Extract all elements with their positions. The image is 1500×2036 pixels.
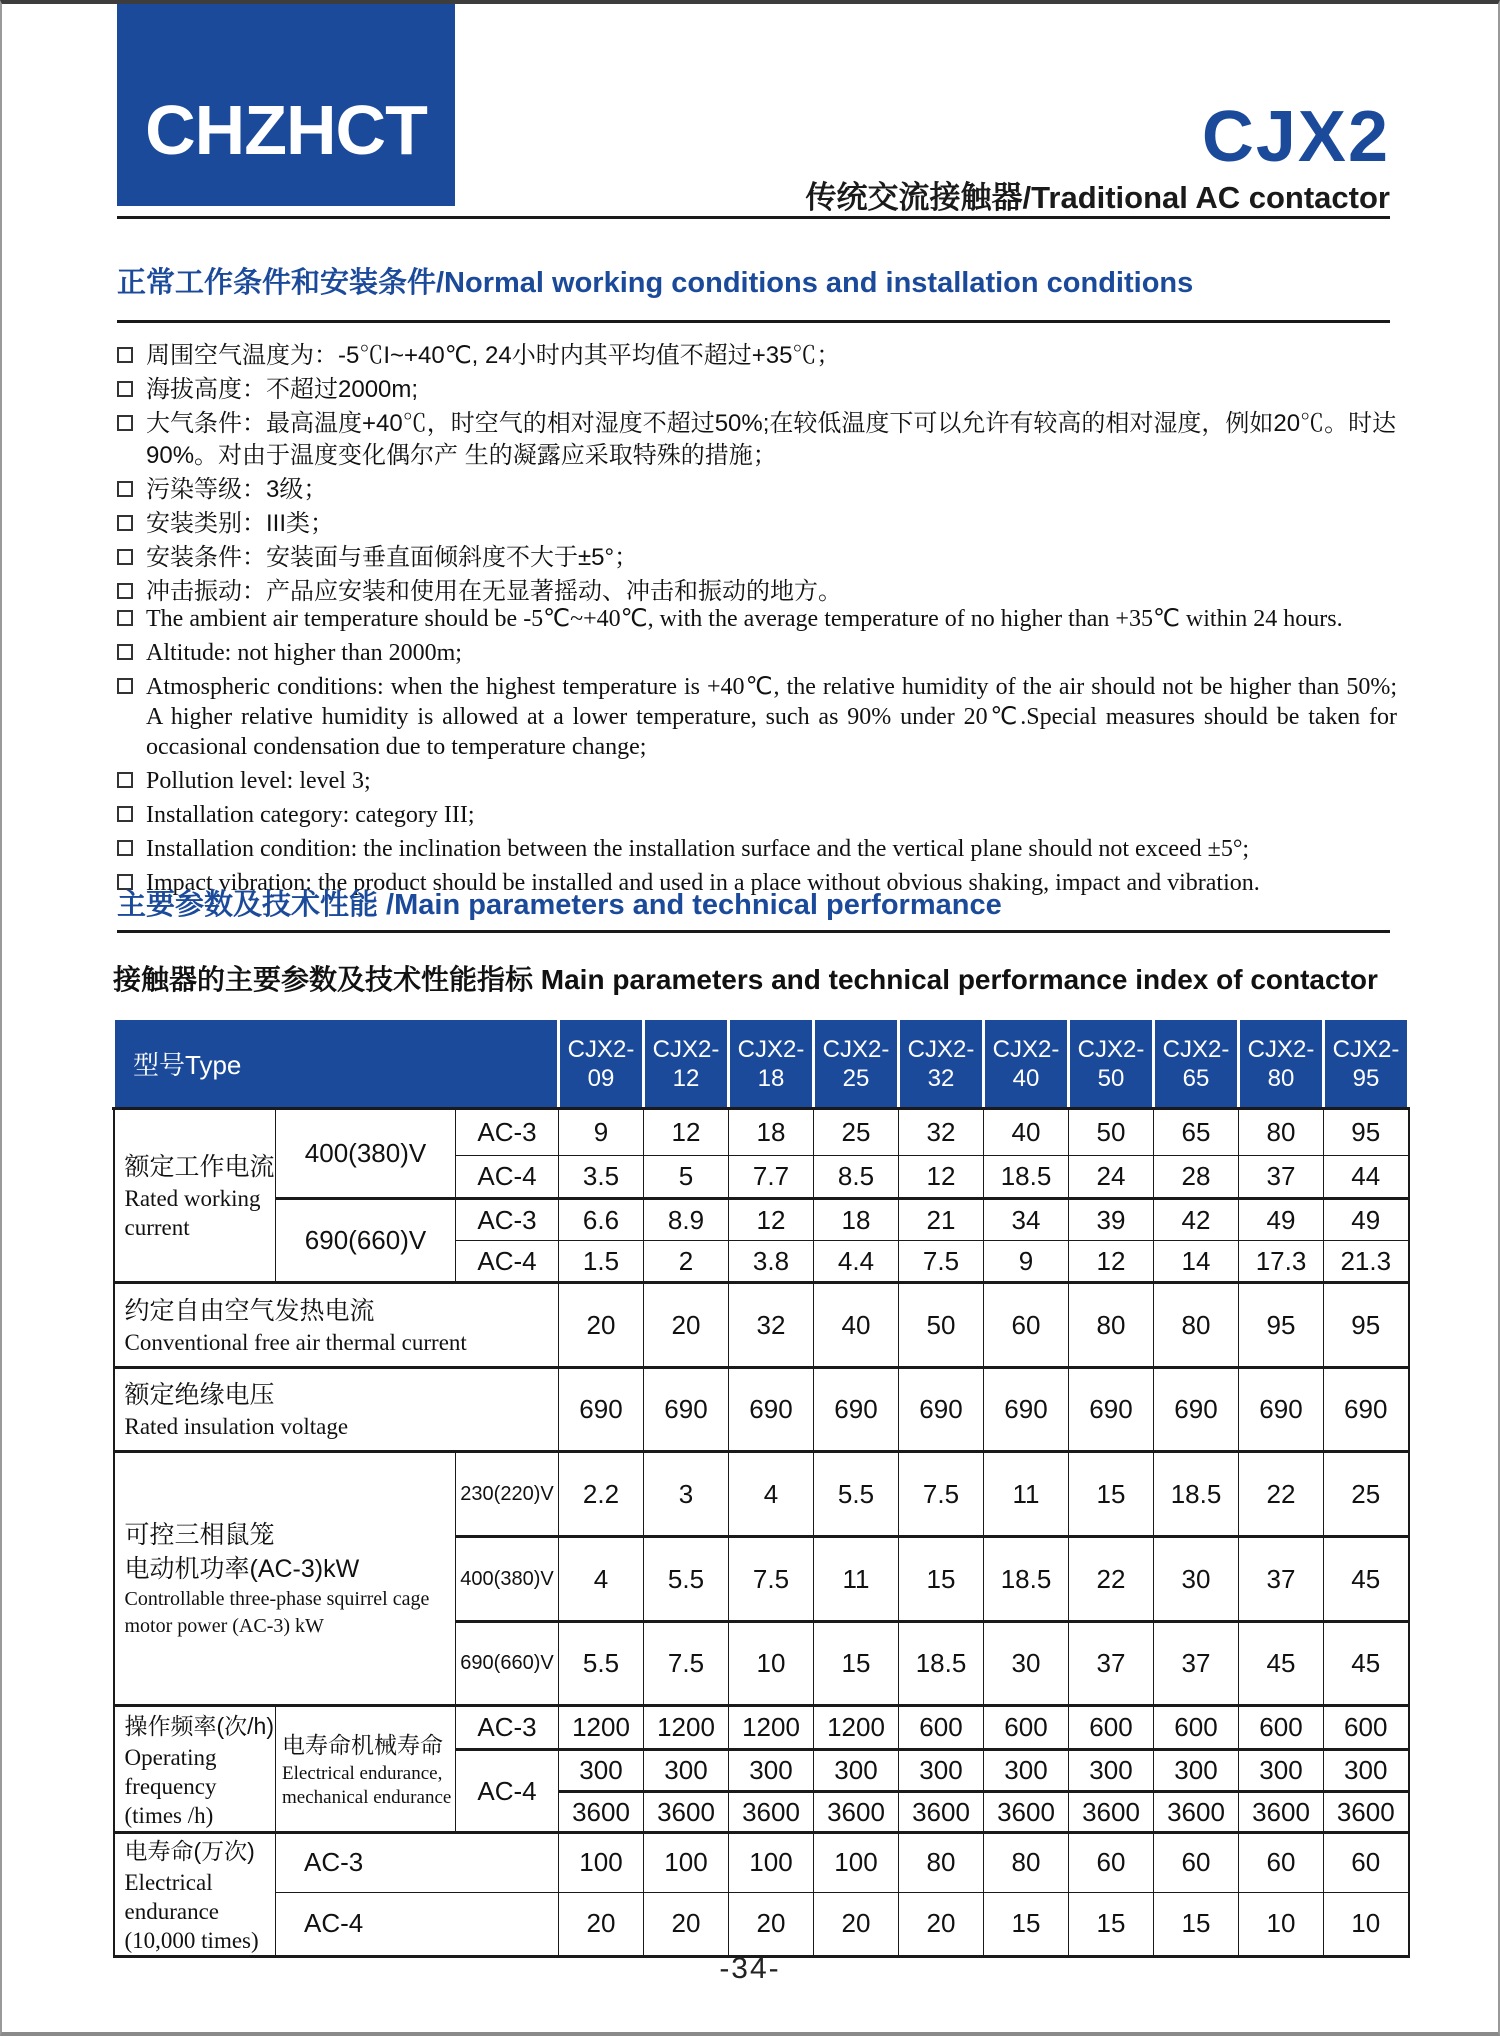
value-cell: 18.5 [899,1622,984,1706]
model-column-header: CJX2- 80 [1239,1019,1324,1109]
condition-item [117,638,1397,668]
value-cell: 3600 [899,1792,984,1833]
value-cell: 5 [644,1156,729,1199]
section1-divider [117,320,1390,323]
voltage-label-400: 400(380)V [456,1537,559,1622]
value-cell: 65 [1154,1109,1239,1156]
label-en: current [124,1214,190,1240]
condition-text: 污染等级：3级； [146,476,328,503]
value-cell: 300 [1069,1750,1154,1792]
value-cell: 28 [1154,1156,1239,1199]
value-cell: 37 [1239,1156,1324,1199]
value-cell: 15 [1154,1892,1239,1956]
model-column-header: CJX2- 32 [899,1019,984,1109]
checkbox-icon [117,772,133,788]
condition-item [117,800,1397,830]
model-column-header: CJX2- 09 [559,1019,644,1109]
model-column-header: CJX2- 40 [984,1019,1069,1109]
value-cell: 2 [644,1241,729,1283]
electrical-endurance-label [114,1833,276,1957]
value-cell: 24 [1069,1156,1154,1199]
value-cell: 3.8 [729,1241,814,1283]
value-cell: 32 [899,1109,984,1156]
ac4-label: AC-4 [456,1750,559,1833]
value-cell: 3 [644,1452,729,1537]
value-cell: 32 [729,1283,814,1368]
table-title: 接触器的主要参数及技术性能指标 Main parameters and technical performance index of contactor [113,964,1378,995]
value-cell: 3600 [1154,1792,1239,1833]
voltage-label-690: 690(660)V [276,1199,456,1283]
value-cell: 3600 [984,1792,1069,1833]
brand-logo [117,4,455,206]
condition-item [117,508,1397,540]
model-column-header: CJX2- 95 [1324,1019,1409,1109]
value-cell: 600 [1069,1706,1154,1750]
value-cell: 20 [644,1892,729,1956]
condition-item [117,542,1397,574]
condition-item [117,766,1397,796]
value-cell: 11 [814,1537,899,1622]
value-cell: 37 [1069,1622,1154,1706]
value-cell: 21.3 [1324,1241,1409,1283]
value-cell: 300 [644,1750,729,1792]
value-cell: 25 [814,1109,899,1156]
checkbox-icon [117,678,133,694]
value-cell: 8.5 [814,1156,899,1199]
value-cell: 600 [899,1706,984,1750]
checkbox-icon [117,347,133,363]
label-cn: 电寿命机械寿命 [282,1732,443,1758]
value-cell: 690 [814,1368,899,1452]
value-cell: 44 [1324,1156,1409,1199]
value-cell: 2.2 [559,1452,644,1537]
value-cell: 22 [1239,1452,1324,1537]
value-cell: 3600 [1239,1792,1324,1833]
value-cell: 7.5 [644,1622,729,1706]
condition-text: 大气条件：最高温度+40℃，时空气的相对湿度不超过50%;在较低温度下可以允许有较高的相对湿度，例如20℃。时达90%。对由于温度变化偶尔产 生的凝露应采取特殊的措施； [146,410,1397,469]
value-cell: 49 [1239,1199,1324,1241]
parameters-table [112,1017,1410,1958]
section1-title: 正常工作条件和安装条件/Normal working conditions and installation conditions [117,267,1194,299]
condition-item [117,834,1397,864]
model-column-header: CJX2- 50 [1069,1019,1154,1109]
value-cell: 690 [1069,1368,1154,1452]
value-cell: 50 [899,1283,984,1368]
value-cell: 690 [899,1368,984,1452]
ac3-label: AC-3 [456,1706,559,1750]
value-cell: 3600 [644,1792,729,1833]
value-cell: 7.7 [729,1156,814,1199]
value-cell: 17.3 [1239,1241,1324,1283]
value-cell: 100 [559,1833,644,1893]
label-cn: 操作频率(次/h) [124,1712,274,1739]
value-cell: 5.5 [814,1452,899,1537]
label-en: Rated insulation voltage [124,1414,349,1439]
label-cn: 电寿命(万次) [124,1838,255,1864]
value-cell: 95 [1324,1109,1409,1156]
value-cell: 1200 [559,1706,644,1750]
value-cell: 690 [1239,1368,1324,1452]
value-cell: 100 [814,1833,899,1893]
value-cell: 15 [814,1622,899,1706]
thermal-current-label [114,1283,559,1368]
value-cell: 4.4 [814,1241,899,1283]
product-subtitle: 传统交流接触器/Traditional AC contactor [805,180,1390,215]
ac3-label: AC-3 [456,1109,559,1156]
ac3-label: AC-3 [276,1833,559,1893]
value-cell: 600 [1324,1706,1409,1750]
condition-text: Pollution level: level 3; [146,768,371,794]
value-cell: 40 [814,1283,899,1368]
model-column-header: CJX2- 65 [1154,1019,1239,1109]
condition-item [117,604,1397,634]
value-cell: 50 [1069,1109,1154,1156]
value-cell: 600 [1239,1706,1324,1750]
en-conditions-list [117,604,1397,902]
value-cell: 11 [984,1452,1069,1537]
checkbox-icon [117,806,133,822]
value-cell: 300 [1154,1750,1239,1792]
model-column-header: CJX2- 12 [644,1019,729,1109]
value-cell: 300 [984,1750,1069,1792]
value-cell: 20 [899,1892,984,1956]
value-cell: 80 [1154,1283,1239,1368]
condition-text: Atmospheric conditions: when the highest temperature is +40℃, the relative humidity of the air should not be higher than 50%; A higher relative humidity is allowed at a lower temperature, such as 90% under 20℃.Special measures should be taken for occasional condensation due to temperature change; [146,674,1397,760]
value-cell: 690 [984,1368,1069,1452]
label-en: mechanical endurance [282,1787,452,1808]
value-cell: 300 [1239,1750,1324,1792]
value-cell: 690 [729,1368,814,1452]
value-cell: 60 [1069,1833,1154,1893]
page-number: -34- [719,1952,781,1985]
value-cell: 42 [1154,1199,1239,1241]
value-cell: 20 [814,1892,899,1956]
value-cell: 18.5 [984,1156,1069,1199]
condition-item [117,340,1397,372]
value-cell: 7.5 [899,1452,984,1537]
label-cn: 可控三相鼠笼 [124,1520,275,1549]
value-cell: 300 [729,1750,814,1792]
type-column-header: 型号Type [114,1019,559,1109]
label-en: Rated working [124,1185,261,1211]
value-cell: 20 [559,1892,644,1956]
value-cell: 7.5 [899,1241,984,1283]
condition-item [117,474,1397,506]
value-cell: 60 [1324,1833,1409,1893]
value-cell: 3600 [814,1792,899,1833]
value-cell: 3.5 [559,1156,644,1199]
condition-text: Altitude: not higher than 2000m; [146,640,462,666]
value-cell: 4 [729,1452,814,1537]
value-cell: 60 [984,1283,1069,1368]
value-cell: 1200 [729,1706,814,1750]
value-cell: 20 [729,1892,814,1956]
operating-frequency-label [114,1706,276,1833]
value-cell: 18.5 [1154,1452,1239,1537]
value-cell: 300 [814,1750,899,1792]
value-cell: 600 [1154,1706,1239,1750]
model-column-header: CJX2- 25 [814,1019,899,1109]
checkbox-icon [117,840,133,856]
insulation-voltage-label [114,1368,559,1452]
value-cell: 690 [1154,1368,1239,1452]
value-cell: 12 [899,1156,984,1199]
cn-conditions-list [117,340,1397,610]
value-cell: 10 [1239,1892,1324,1956]
section2-divider [117,930,1390,933]
brand-logo-text: CHZHCT [145,91,427,169]
value-cell: 690 [559,1368,644,1452]
label-cn: 额定绝缘电压 [124,1381,275,1409]
value-cell: 690 [644,1368,729,1452]
value-cell: 80 [1069,1283,1154,1368]
voltage-label-400: 400(380)V [276,1109,456,1199]
value-cell: 45 [1324,1537,1409,1622]
label-en: Conventional free air thermal current [124,1329,467,1355]
checkbox-icon [117,515,133,531]
label-cn: 额定工作电流 [124,1152,275,1181]
value-cell: 45 [1324,1622,1409,1706]
label-en: Electrical endurance, [282,1763,443,1784]
value-cell: 600 [984,1706,1069,1750]
ac4-label: AC-4 [276,1892,559,1956]
value-cell: 22 [1069,1537,1154,1622]
value-cell: 80 [984,1833,1069,1893]
checkbox-icon [117,381,133,397]
value-cell: 5.5 [644,1537,729,1622]
condition-text: Installation condition: the inclination between the installation surface and the vertical plane should not exceed ±5°; [146,836,1250,862]
condition-text: Impact vibration: the product should be installed and used in a place without obvious shaking, impact and vibration. [146,870,1260,896]
value-cell: 1200 [814,1706,899,1750]
voltage-label-230: 230(220)V [456,1452,559,1537]
value-cell: 15 [1069,1452,1154,1537]
ac4-label: AC-4 [456,1241,559,1283]
value-cell: 14 [1154,1241,1239,1283]
value-cell: 95 [1239,1283,1324,1368]
value-cell: 300 [899,1750,984,1792]
label-en: Electrical [124,1870,213,1895]
value-cell: 34 [984,1199,1069,1241]
value-cell: 9 [559,1109,644,1156]
value-cell: 100 [729,1833,814,1893]
ac3-label: AC-3 [456,1199,559,1241]
ac4-label: AC-4 [456,1156,559,1199]
voltage-label-690: 690(660)V [456,1622,559,1706]
value-cell: 80 [899,1833,984,1893]
checkbox-icon [117,583,133,599]
checkbox-icon [117,415,133,431]
value-cell: 95 [1324,1283,1409,1368]
value-cell: 8.9 [644,1199,729,1241]
value-cell: 45 [1239,1622,1324,1706]
value-cell: 5.5 [559,1622,644,1706]
label-cn: 约定自由空气发热电流 [124,1296,375,1325]
label-en: motor power (AC-3) kW [124,1614,324,1637]
label-en: frequency [124,1773,217,1799]
value-cell: 37 [1239,1537,1324,1622]
value-cell: 37 [1154,1622,1239,1706]
condition-text: 安装类别：III类； [146,510,335,537]
value-cell: 18 [729,1109,814,1156]
condition-text: 冲击振动：产品应安装和使用在无显著摇动、冲击和振动的地方。 [146,578,842,605]
value-cell: 300 [1324,1750,1409,1792]
value-cell: 60 [1154,1833,1239,1893]
value-cell: 80 [1239,1109,1324,1156]
label-en: endurance [124,1899,219,1924]
value-cell: 39 [1069,1199,1154,1241]
value-cell: 9 [984,1241,1069,1283]
checkbox-icon [117,481,133,497]
model-column-header: CJX2- 18 [729,1019,814,1109]
value-cell: 15 [899,1537,984,1622]
section2-title: 主要参数及技术性能 /Main parameters and technical performance [117,889,1002,921]
label-en: (10,000 times) [124,1928,259,1953]
value-cell: 12 [644,1109,729,1156]
value-cell: 18.5 [984,1537,1069,1622]
value-cell: 49 [1324,1199,1409,1241]
value-cell: 60 [1239,1833,1324,1893]
label-cn: 电动机功率(AC-3)kW [124,1554,360,1583]
value-cell: 20 [559,1283,644,1368]
product-code: CJX2 [1201,97,1390,177]
checkbox-icon [117,610,133,626]
label-en: Controllable three-phase squirrel cage [124,1587,430,1610]
value-cell: 3600 [1069,1792,1154,1833]
value-cell: 20 [644,1283,729,1368]
label-en: (times /h) [124,1802,214,1828]
value-cell: 3600 [729,1792,814,1833]
value-cell: 3600 [1324,1792,1409,1833]
value-cell: 10 [1324,1892,1409,1956]
condition-item [117,374,1397,406]
value-cell: 21 [899,1199,984,1241]
endurance-sub-label [276,1706,456,1833]
rated-current-label [114,1109,276,1283]
motor-power-label [114,1452,456,1706]
value-cell: 4 [559,1537,644,1622]
value-cell: 40 [984,1109,1069,1156]
value-cell: 15 [984,1892,1069,1956]
value-cell: 100 [644,1833,729,1893]
checkbox-icon [117,644,133,660]
condition-text: 周围空气温度为：-5℃I~+40℃, 24小时内其平均值不超过+35℃； [146,342,841,369]
value-cell: 12 [1069,1241,1154,1283]
condition-item [117,408,1397,472]
condition-text: 安装条件：安装面与垂直面倾斜度不大于±5°； [146,544,639,571]
condition-text: Installation category: category III; [146,802,475,828]
condition-text: The ambient air temperature should be -5℃~+40℃, with the average temperature of no higher than +35℃ within 24 hours. [146,606,1343,632]
value-cell: 7.5 [729,1537,814,1622]
value-cell: 6.6 [559,1199,644,1241]
checkbox-icon [117,549,133,565]
value-cell: 18 [814,1199,899,1241]
value-cell: 3600 [559,1792,644,1833]
value-cell: 1.5 [559,1241,644,1283]
value-cell: 12 [729,1199,814,1241]
value-cell: 690 [1324,1368,1409,1452]
value-cell: 25 [1324,1452,1409,1537]
label-en: Operating [124,1744,217,1770]
value-cell: 15 [1069,1892,1154,1956]
value-cell: 30 [1154,1537,1239,1622]
value-cell: 10 [729,1622,814,1706]
value-cell: 300 [559,1750,644,1792]
value-cell: 30 [984,1622,1069,1706]
condition-text: 海拔高度：不超过2000m; [146,376,419,403]
header-divider [117,216,1390,219]
condition-item [117,672,1397,762]
value-cell: 1200 [644,1706,729,1750]
